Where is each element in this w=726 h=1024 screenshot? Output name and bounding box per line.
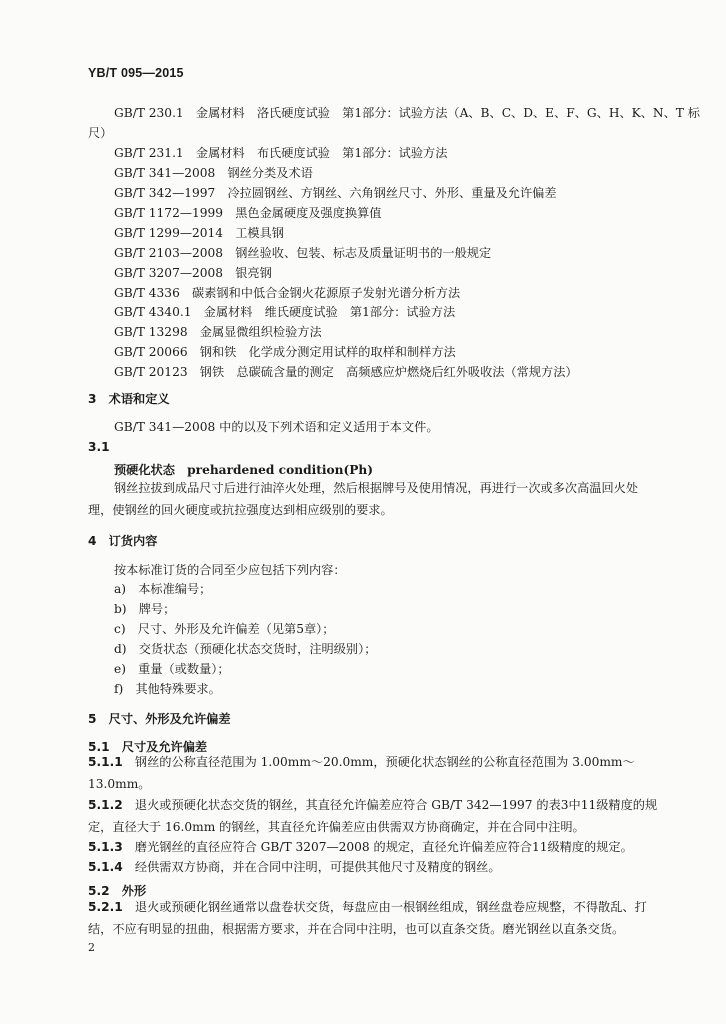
- ref-item: GB/T 1299—2014 工模具钢: [114, 226, 284, 240]
- term-title: 预硬化状态 prehardened condition(Ph): [114, 463, 374, 477]
- clause-5-1-3: [88, 836, 662, 858]
- order-item: b) 牌号；: [114, 602, 176, 616]
- clause-5-1-1-text: 钢丝的公称直径范围为 1.00mm～20.0mm，预硬化状态钢丝的公称直径范围为 3.00mm～13.0mm。: [88, 755, 635, 791]
- ref-item: GB/T 20123 钢铁 总碳硫含量的测定 高频感应炉燃烧后红外吸收法（常规方法）: [114, 365, 578, 379]
- order-item: e) 重量（或数量）；: [114, 662, 230, 676]
- order-item: a) 本标准编号；: [114, 582, 212, 596]
- clause-5-1-3-number: 5.1.3: [88, 840, 123, 854]
- clause-5-2-1-text: 退火或预硬化钢丝通常以盘卷状交货，每盘应由一根钢丝组成，钢丝盘卷应规整，不得散乱、打结，不应有明显的扭曲，根据需方要求，并在合同中注明，也可以直条交货。磨光钢丝以直条交货。: [88, 900, 647, 936]
- ref-item: GB/T 4340.1 金属材料 维氏硬度试验 第1部分：试验方法: [114, 305, 456, 319]
- clause-5-1-4: [88, 856, 662, 878]
- section-3-heading: 3 术语和定义: [88, 392, 170, 406]
- ref-item: GB/T 1172—1999 黑色金属硬度及强度换算值: [114, 206, 382, 220]
- term-definition: 钢丝拉拔到成品尺寸后进行油淬火处理，然后根据牌号及使用情况，再进行一次或多次高温回火处理，使钢丝的回火硬度或抗拉强度达到相应级别的要求。: [88, 481, 639, 517]
- document-code: YB/T 095—2015: [88, 66, 184, 80]
- clause-5-1-3-text: 磨光钢丝的直径应符合 GB/T 3207—2008 的规定，直径允许偏差应符合11级精度的规定。: [134, 840, 633, 854]
- ref-item: GB/T 231.1 金属材料 布氏硬度试验 第1部分：试验方法: [114, 146, 448, 160]
- ref-item: GB/T 3207—2008 银亮钢: [114, 266, 272, 280]
- ref-item: GB/T 20066 钢和铁 化学成分测定用试样的取样和制样方法: [114, 345, 456, 359]
- ref-item: GB/T 13298 金属显微组织检验方法: [114, 325, 322, 339]
- clause-3-1-number: 3.1: [88, 440, 110, 454]
- clause-5-1-4-text: 经供需双方协商，并在合同中注明，可提供其他尺寸及精度的钢丝。: [134, 860, 501, 874]
- section-4-intro: 按本标准订货的合同至少应包括下列内容：: [114, 563, 346, 577]
- clause-5-2-heading: 5.2 外形: [88, 884, 147, 898]
- clause-5-2-1: [88, 896, 662, 940]
- section-3-intro: GB/T 341—2008 中的以及下列术语和定义适用于本文件。: [114, 420, 439, 434]
- section-5-heading: 5 尺寸、外形及允许偏差: [88, 712, 231, 726]
- ref-item: GB/T 4336 碳素钢和中低合金钢火花源原子发射光谱分析方法: [114, 286, 461, 300]
- ref-item: GB/T 341—2008 钢丝分类及术语: [114, 166, 313, 180]
- ref-item: GB/T 2103—2008 钢丝验收、包装、标志及质量证明书的一般规定: [114, 246, 492, 260]
- clause-5-1-2: [88, 794, 662, 838]
- order-item: f) 其他特殊要求。: [114, 682, 221, 696]
- ref-item: GB/T 342—1997 冷拉圆钢丝、方钢丝、六角钢丝尺寸、外形、重量及允许偏差: [114, 186, 557, 200]
- clause-5-1-1-number: 5.1.1: [88, 755, 123, 769]
- section-4-heading: 4 订货内容: [88, 534, 158, 548]
- clause-5-1-2-number: 5.1.2: [88, 798, 123, 812]
- clause-5-2-1-number: 5.2.1: [88, 900, 123, 914]
- order-item: d) 交货状态（预硬化状态交货时，注明级别）；: [114, 642, 377, 656]
- ref-item-continuation: 尺）: [88, 126, 113, 140]
- clause-5-1-1: [88, 751, 662, 795]
- clause-5-1-4-number: 5.1.4: [88, 860, 123, 874]
- page-number: 2: [88, 941, 95, 954]
- order-item: c) 尺寸、外形及允许偏差（见第5章）；: [114, 622, 335, 636]
- clause-5-1-2-text: 退火或预硬化状态交货的钢丝，其直径允许偏差应符合 GB/T 342—1997 的表3中11级精度的规定，直径大于 16.0mm 的钢丝，其直径允许偏差应由供需双方协商确定，并在合同中注明。: [88, 798, 658, 834]
- clause-5-1-heading: 5.1 尺寸及允许偏差: [88, 740, 208, 754]
- ref-item: GB/T 230.1 金属材料 洛氏硬度试验 第1部分：试验方法（A、B、C、D、E、F、G、H、K、N、T 标: [114, 106, 700, 120]
